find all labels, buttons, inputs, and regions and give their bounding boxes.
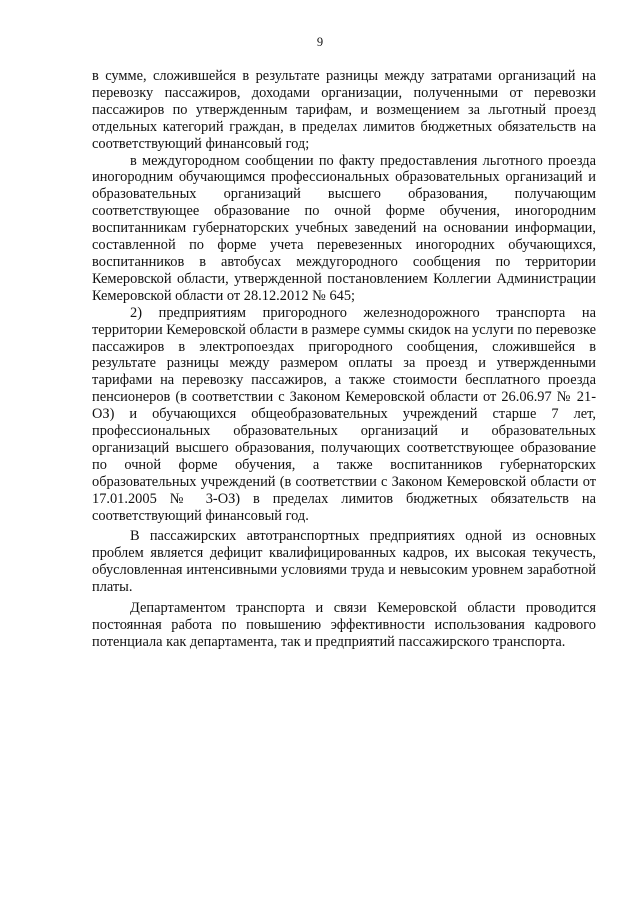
paragraph-staffing-problem: В пассажирских автотранспортных предприятиях одной из основных проблем является дефицит квалифицированных кадров, их высокая текучесть, обусловленная интенсивными условиями труда и невысоким уровнем заработной платы.	[92, 528, 596, 596]
paragraph-reimbursement-amount: в сумме, сложившейся в результате разницы между затратами организаций на перевозку пассажиров, доходами организации, полученными от перевозки пассажиров по утвержденным тарифам, и возмещением за льготный проезд отдельных категорий граждан, в пределах лимитов бюджетных обязательств на соответствующий финансовый год;	[92, 68, 596, 152]
paragraph-suburban-rail: 2) предприятиям пригородного железнодорожного транспорта на территории Кемеровской области в размере суммы скидок на услуги по перевозке пассажиров в электропоездах пригородного сообщения, сложившейся в результате разницы между размером оплаты за проезд и утвержденными тарифами на перевозку пассажиров, а также стоимости бесплатного проезда пенсионеров (в соответствии с Законом Кемеровской области от 26.06.97 № 21-ОЗ) и обучающихся общеобразовательных учреждений старше 7 лет, профессиональных образовательных организаций и образовательных организаций высшего образования, получающих соответствующее образование по очной форме обучения, а также воспитанников губернаторских образовательных учреждений (в соответствии с Законом Кемеровской области от 17.01.2005 № 3-ОЗ) в пределах лимитов бюджетных обязательств на соответствующий финансовый год.	[92, 304, 596, 524]
paragraph-department-work: Департаментом транспорта и связи Кемеровской области проводится постоянная работа по повышению эффективности использования кадрового потенциала как департамента, так и предприятий пассажирского транспорта.	[92, 600, 596, 650]
paragraph-intercity-travel: в междугородном сообщении по факту предоставления льготного проезда иногородним обучающимся профессиональных образовательных организаций и образовательных организаций высшего образования, получающим соответствующее образование по очной форме обучения, иногородним воспитанникам губернаторских учебных заведений на основании информации, составленной по форме учета перевезенных иногородних обучающихся, воспитанников в автобусах междугородного сообщения по территории Кемеровской области, утвержденной постановлением Коллегии Администрации Кемеровской области от 28.12.2012 № 645;	[92, 152, 596, 304]
page-number: 9	[316, 35, 324, 49]
document-body	[92, 68, 596, 651]
